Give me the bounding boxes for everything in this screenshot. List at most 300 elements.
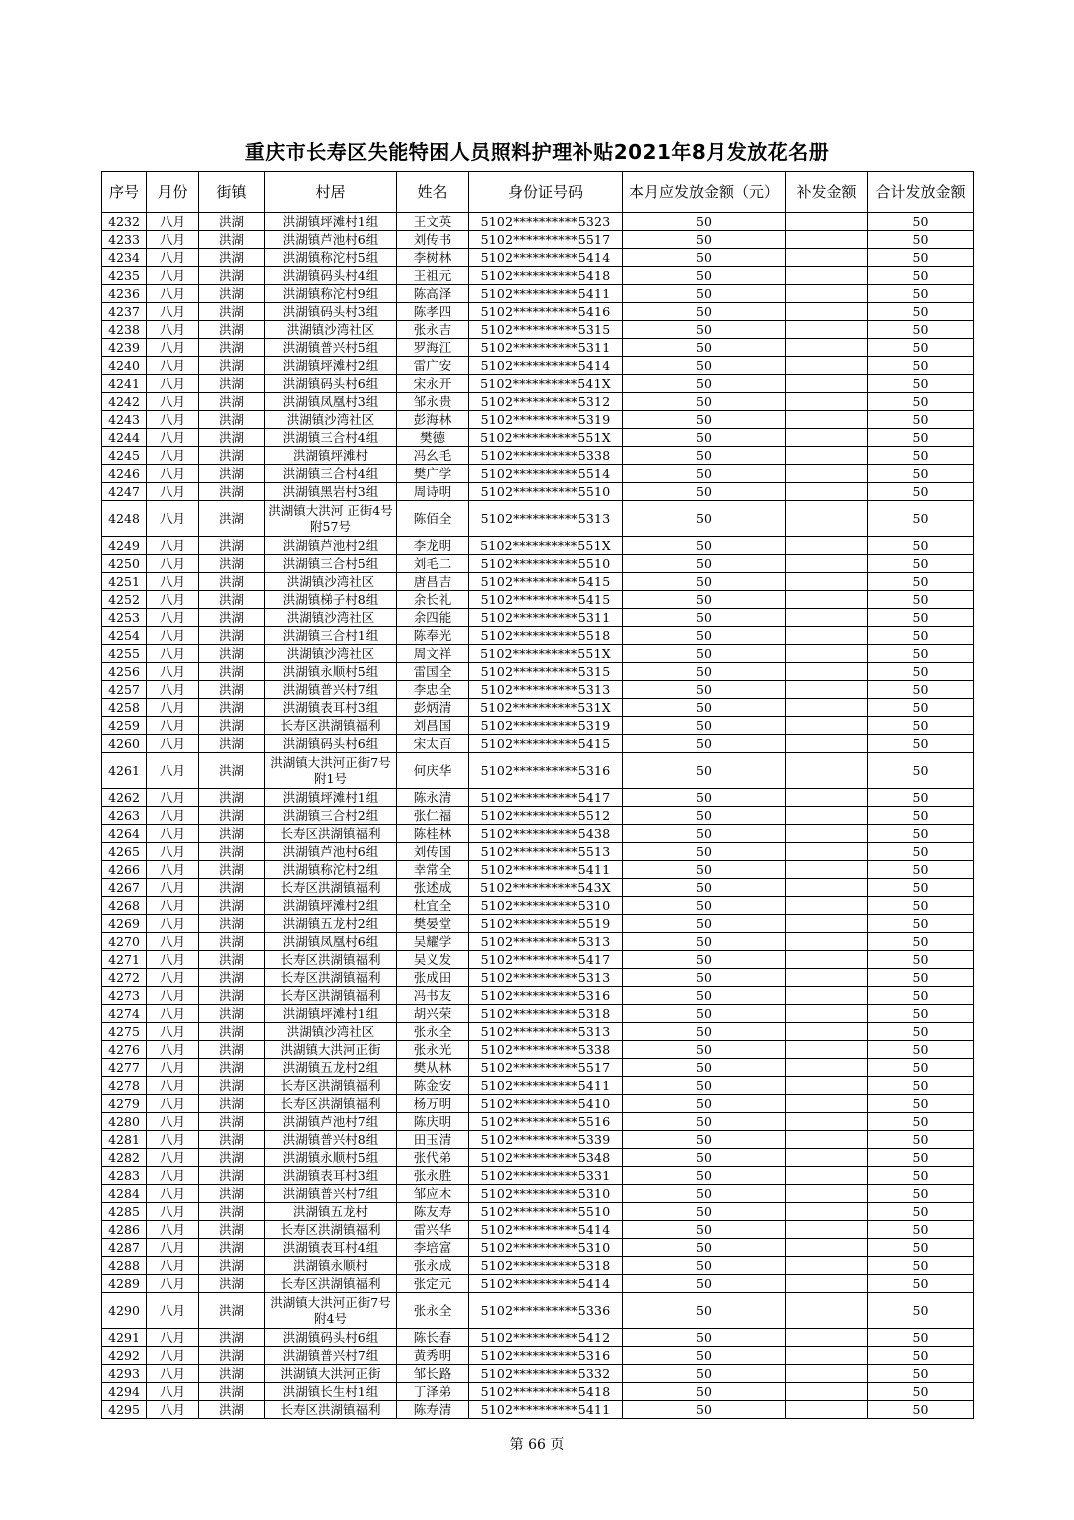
table-row: [102, 609, 974, 627]
cell-village: 洪湖镇沙湾社区: [265, 645, 397, 663]
cell-total-amount: 50: [868, 789, 974, 807]
cell-id-number: 5102**********5415: [469, 591, 623, 609]
cell-month: 八月: [147, 987, 199, 1005]
cell-supplement-amount: [786, 609, 868, 627]
cell-village: 洪湖镇称沱村5组: [265, 249, 397, 267]
cell-id-number: 5102**********5414: [469, 1275, 623, 1293]
cell-town: 洪湖: [199, 591, 265, 609]
table-row: [102, 1023, 974, 1041]
cell-supplement-amount: [786, 501, 868, 537]
cell-town: 洪湖: [199, 1149, 265, 1167]
table-row: [102, 411, 974, 429]
cell-supplement-amount: [786, 249, 868, 267]
cell-town: 洪湖: [199, 429, 265, 447]
cell-village: 洪湖镇黑岩村3组: [265, 483, 397, 501]
cell-seq: 4260: [102, 735, 147, 753]
cell-id-number: 5102**********541X: [469, 375, 623, 393]
cell-due-amount: 50: [623, 591, 786, 609]
cell-village: 洪湖镇大洪河正街7号附4号: [265, 1293, 397, 1329]
cell-due-amount: 50: [623, 735, 786, 753]
cell-supplement-amount: [786, 411, 868, 429]
cell-town: 洪湖: [199, 1041, 265, 1059]
table-row: [102, 1221, 974, 1239]
cell-seq: 4277: [102, 1059, 147, 1077]
cell-supplement-amount: [786, 1041, 868, 1059]
cell-total-amount: 50: [868, 231, 974, 249]
cell-supplement-amount: [786, 1005, 868, 1023]
cell-month: 八月: [147, 1113, 199, 1131]
cell-seq: 4235: [102, 267, 147, 285]
cell-total-amount: 50: [868, 897, 974, 915]
cell-village: 洪湖镇码头村6组: [265, 375, 397, 393]
cell-id-number: 5102**********5313: [469, 969, 623, 987]
cell-supplement-amount: [786, 987, 868, 1005]
cell-seq: 4256: [102, 663, 147, 681]
cell-due-amount: 50: [623, 375, 786, 393]
header-name: 姓名: [397, 172, 469, 213]
cell-month: 八月: [147, 807, 199, 825]
cell-town: 洪湖: [199, 1113, 265, 1131]
cell-village: 长寿区洪湖镇福利: [265, 1275, 397, 1293]
cell-name: 张永吉: [397, 321, 469, 339]
cell-seq: 4243: [102, 411, 147, 429]
cell-name: 吴义发: [397, 951, 469, 969]
cell-town: 洪湖: [199, 573, 265, 591]
cell-name: 余四能: [397, 609, 469, 627]
cell-total-amount: 50: [868, 375, 974, 393]
cell-supplement-amount: [786, 303, 868, 321]
cell-month: 八月: [147, 663, 199, 681]
cell-name: 张永成: [397, 1257, 469, 1275]
table-row: [102, 897, 974, 915]
cell-name: 陈桂林: [397, 825, 469, 843]
table-row: [102, 825, 974, 843]
cell-village: 洪湖镇称沱村9组: [265, 285, 397, 303]
cell-id-number: 5102**********5411: [469, 861, 623, 879]
cell-name: 何庆华: [397, 753, 469, 789]
cell-total-amount: 50: [868, 465, 974, 483]
cell-name: 张定元: [397, 1275, 469, 1293]
cell-name: 丁泽弟: [397, 1383, 469, 1401]
cell-name: 陈奉光: [397, 627, 469, 645]
cell-id-number: 5102**********5519: [469, 915, 623, 933]
cell-month: 八月: [147, 285, 199, 303]
cell-town: 洪湖: [199, 1383, 265, 1401]
table-row: [102, 465, 974, 483]
cell-name: 陈永清: [397, 789, 469, 807]
cell-id-number: 5102**********5411: [469, 285, 623, 303]
cell-total-amount: 50: [868, 1221, 974, 1239]
cell-total-amount: 50: [868, 483, 974, 501]
cell-total-amount: 50: [868, 627, 974, 645]
cell-seq: 4293: [102, 1365, 147, 1383]
cell-due-amount: 50: [623, 645, 786, 663]
cell-town: 洪湖: [199, 663, 265, 681]
cell-month: 八月: [147, 1095, 199, 1113]
cell-supplement-amount: [786, 933, 868, 951]
cell-id-number: 5102**********551X: [469, 537, 623, 555]
cell-total-amount: 50: [868, 735, 974, 753]
cell-village: 洪湖镇五龙村: [265, 1203, 397, 1221]
cell-total-amount: 50: [868, 1149, 974, 1167]
cell-supplement-amount: [786, 807, 868, 825]
cell-seq: 4244: [102, 429, 147, 447]
cell-total-amount: 50: [868, 807, 974, 825]
table-row: [102, 1401, 974, 1419]
table-row: [102, 213, 974, 231]
cell-due-amount: 50: [623, 465, 786, 483]
cell-village: 长寿区洪湖镇福利: [265, 969, 397, 987]
cell-total-amount: 50: [868, 1347, 974, 1365]
cell-month: 八月: [147, 231, 199, 249]
cell-supplement-amount: [786, 429, 868, 447]
cell-due-amount: 50: [623, 249, 786, 267]
cell-name: 雷广安: [397, 357, 469, 375]
cell-supplement-amount: [786, 231, 868, 249]
cell-village: 长寿区洪湖镇福利: [265, 1077, 397, 1095]
table-row: [102, 1131, 974, 1149]
cell-seq: 4255: [102, 645, 147, 663]
header-total-amount: 合计发放金额: [868, 172, 974, 213]
cell-village: 洪湖镇大洪河正街: [265, 1365, 397, 1383]
cell-month: 八月: [147, 303, 199, 321]
cell-seq: 4247: [102, 483, 147, 501]
cell-supplement-amount: [786, 1401, 868, 1419]
cell-id-number: 5102**********5513: [469, 843, 623, 861]
cell-name: 唐昌吉: [397, 573, 469, 591]
cell-month: 八月: [147, 717, 199, 735]
cell-town: 洪湖: [199, 753, 265, 789]
cell-month: 八月: [147, 753, 199, 789]
cell-total-amount: 50: [868, 1203, 974, 1221]
table-row: [102, 645, 974, 663]
table-row: [102, 1041, 974, 1059]
cell-seq: 4270: [102, 933, 147, 951]
cell-month: 八月: [147, 861, 199, 879]
cell-seq: 4237: [102, 303, 147, 321]
cell-due-amount: 50: [623, 1257, 786, 1275]
table-row: [102, 1347, 974, 1365]
cell-village: 洪湖镇凤凰村3组: [265, 393, 397, 411]
cell-supplement-amount: [786, 537, 868, 555]
cell-name: 宋永开: [397, 375, 469, 393]
cell-name: 李忠全: [397, 681, 469, 699]
cell-month: 八月: [147, 1203, 199, 1221]
cell-id-number: 5102**********5414: [469, 249, 623, 267]
cell-supplement-amount: [786, 843, 868, 861]
cell-month: 八月: [147, 267, 199, 285]
cell-supplement-amount: [786, 1131, 868, 1149]
cell-town: 洪湖: [199, 645, 265, 663]
cell-seq: 4283: [102, 1167, 147, 1185]
table-row: [102, 1149, 974, 1167]
cell-month: 八月: [147, 951, 199, 969]
cell-supplement-amount: [786, 1203, 868, 1221]
cell-town: 洪湖: [199, 1221, 265, 1239]
cell-total-amount: 50: [868, 1167, 974, 1185]
cell-due-amount: 50: [623, 879, 786, 897]
cell-seq: 4249: [102, 537, 147, 555]
cell-village: 长寿区洪湖镇福利: [265, 951, 397, 969]
cell-supplement-amount: [786, 267, 868, 285]
cell-total-amount: 50: [868, 591, 974, 609]
cell-supplement-amount: [786, 321, 868, 339]
cell-village: 洪湖镇凤凰村6组: [265, 933, 397, 951]
cell-total-amount: 50: [868, 429, 974, 447]
cell-name: 刘昌国: [397, 717, 469, 735]
cell-village: 洪湖镇芦池村6组: [265, 843, 397, 861]
cell-village: 洪湖镇五龙村2组: [265, 1059, 397, 1077]
cell-month: 八月: [147, 1041, 199, 1059]
cell-total-amount: 50: [868, 987, 974, 1005]
cell-village: 洪湖镇坪滩村1组: [265, 1005, 397, 1023]
header-seq: 序号: [102, 172, 147, 213]
table-row: [102, 987, 974, 1005]
table-row: [102, 1113, 974, 1131]
cell-id-number: 5102**********5411: [469, 1077, 623, 1095]
cell-id-number: 5102**********5318: [469, 1257, 623, 1275]
cell-village: 洪湖镇坪滩村1组: [265, 789, 397, 807]
cell-total-amount: 50: [868, 573, 974, 591]
cell-total-amount: 50: [868, 1275, 974, 1293]
cell-id-number: 5102**********5414: [469, 357, 623, 375]
cell-town: 洪湖: [199, 1293, 265, 1329]
cell-town: 洪湖: [199, 861, 265, 879]
cell-total-amount: 50: [868, 321, 974, 339]
table-row: [102, 339, 974, 357]
cell-due-amount: 50: [623, 627, 786, 645]
cell-id-number: 5102**********5312: [469, 393, 623, 411]
table-row: [102, 501, 974, 537]
cell-seq: 4272: [102, 969, 147, 987]
cell-supplement-amount: [786, 447, 868, 465]
cell-seq: 4263: [102, 807, 147, 825]
cell-month: 八月: [147, 1293, 199, 1329]
cell-total-amount: 50: [868, 753, 974, 789]
cell-name: 张仁福: [397, 807, 469, 825]
cell-total-amount: 50: [868, 843, 974, 861]
cell-seq: 4264: [102, 825, 147, 843]
table-row: [102, 573, 974, 591]
table-row: [102, 483, 974, 501]
cell-total-amount: 50: [868, 213, 974, 231]
table-row: [102, 627, 974, 645]
cell-supplement-amount: [786, 483, 868, 501]
roster-table: [101, 171, 974, 1419]
cell-id-number: 5102**********5310: [469, 1239, 623, 1257]
cell-town: 洪湖: [199, 609, 265, 627]
cell-month: 八月: [147, 213, 199, 231]
cell-village: 洪湖镇坪滩村: [265, 447, 397, 465]
cell-seq: 4241: [102, 375, 147, 393]
cell-id-number: 5102**********5418: [469, 267, 623, 285]
cell-due-amount: 50: [623, 231, 786, 249]
cell-due-amount: 50: [623, 843, 786, 861]
cell-due-amount: 50: [623, 303, 786, 321]
cell-total-amount: 50: [868, 1095, 974, 1113]
cell-village: 洪湖镇三合村1组: [265, 627, 397, 645]
cell-village: 洪湖镇码头村4组: [265, 267, 397, 285]
cell-village: 洪湖镇坪滩村2组: [265, 897, 397, 915]
cell-town: 洪湖: [199, 987, 265, 1005]
cell-name: 王文英: [397, 213, 469, 231]
cell-due-amount: 50: [623, 501, 786, 537]
cell-total-amount: 50: [868, 411, 974, 429]
cell-id-number: 5102**********5316: [469, 987, 623, 1005]
cell-seq: 4252: [102, 591, 147, 609]
cell-name: 余长礼: [397, 591, 469, 609]
table-row: [102, 1185, 974, 1203]
table-row: [102, 231, 974, 249]
table-row: [102, 303, 974, 321]
cell-village: 洪湖镇普兴村7组: [265, 1185, 397, 1203]
cell-supplement-amount: [786, 681, 868, 699]
cell-supplement-amount: [786, 1095, 868, 1113]
cell-village: 洪湖镇梯子村8组: [265, 591, 397, 609]
cell-supplement-amount: [786, 1023, 868, 1041]
cell-id-number: 5102**********5310: [469, 897, 623, 915]
cell-name: 冯书友: [397, 987, 469, 1005]
cell-town: 洪湖: [199, 249, 265, 267]
cell-total-amount: 50: [868, 1257, 974, 1275]
table-row: [102, 249, 974, 267]
cell-total-amount: 50: [868, 267, 974, 285]
table-row: [102, 663, 974, 681]
table-row: [102, 1203, 974, 1221]
cell-month: 八月: [147, 1257, 199, 1275]
cell-seq: 4271: [102, 951, 147, 969]
cell-village: 洪湖镇长生村1组: [265, 1383, 397, 1401]
cell-id-number: 5102**********5510: [469, 483, 623, 501]
table-row: [102, 717, 974, 735]
cell-village: 洪湖镇永顺村: [265, 1257, 397, 1275]
cell-due-amount: 50: [623, 807, 786, 825]
cell-id-number: 5102**********5319: [469, 411, 623, 429]
cell-town: 洪湖: [199, 1131, 265, 1149]
cell-total-amount: 50: [868, 1005, 974, 1023]
cell-seq: 4245: [102, 447, 147, 465]
cell-seq: 4238: [102, 321, 147, 339]
cell-supplement-amount: [786, 375, 868, 393]
cell-id-number: 5102**********5310: [469, 1185, 623, 1203]
cell-total-amount: 50: [868, 933, 974, 951]
cell-town: 洪湖: [199, 1239, 265, 1257]
cell-due-amount: 50: [623, 1275, 786, 1293]
cell-due-amount: 50: [623, 1167, 786, 1185]
cell-total-amount: 50: [868, 1239, 974, 1257]
cell-id-number: 5102**********5414: [469, 1221, 623, 1239]
cell-due-amount: 50: [623, 1293, 786, 1329]
cell-total-amount: 50: [868, 1383, 974, 1401]
cell-total-amount: 50: [868, 681, 974, 699]
cell-town: 洪湖: [199, 231, 265, 249]
cell-total-amount: 50: [868, 1113, 974, 1131]
cell-month: 八月: [147, 645, 199, 663]
table-row: [102, 1077, 974, 1095]
cell-total-amount: 50: [868, 1185, 974, 1203]
cell-town: 洪湖: [199, 285, 265, 303]
cell-name: 雷兴华: [397, 1221, 469, 1239]
cell-town: 洪湖: [199, 465, 265, 483]
cell-village: 洪湖镇普兴村5组: [265, 339, 397, 357]
cell-month: 八月: [147, 1275, 199, 1293]
cell-month: 八月: [147, 321, 199, 339]
cell-id-number: 5102**********5315: [469, 663, 623, 681]
cell-seq: 4254: [102, 627, 147, 645]
cell-town: 洪湖: [199, 969, 265, 987]
table-row: [102, 1167, 974, 1185]
cell-name: 幸常全: [397, 861, 469, 879]
table-row: [102, 267, 974, 285]
cell-supplement-amount: [786, 879, 868, 897]
cell-month: 八月: [147, 627, 199, 645]
cell-town: 洪湖: [199, 411, 265, 429]
cell-supplement-amount: [786, 1167, 868, 1185]
cell-town: 洪湖: [199, 807, 265, 825]
cell-seq: 4265: [102, 843, 147, 861]
cell-name: 彭海林: [397, 411, 469, 429]
cell-supplement-amount: [786, 1149, 868, 1167]
cell-due-amount: 50: [623, 1023, 786, 1041]
cell-village: 洪湖镇坪滩村1组: [265, 213, 397, 231]
table-row: [102, 1239, 974, 1257]
cell-id-number: 5102**********5313: [469, 681, 623, 699]
cell-name: 杜宜全: [397, 897, 469, 915]
cell-village: 洪湖镇三合村4组: [265, 429, 397, 447]
cell-total-amount: 50: [868, 339, 974, 357]
cell-village: 洪湖镇三合村5组: [265, 555, 397, 573]
cell-supplement-amount: [786, 1257, 868, 1275]
cell-town: 洪湖: [199, 1005, 265, 1023]
cell-village: 长寿区洪湖镇福利: [265, 825, 397, 843]
table-row: [102, 879, 974, 897]
cell-name: 樊德: [397, 429, 469, 447]
cell-town: 洪湖: [199, 339, 265, 357]
table-row: [102, 447, 974, 465]
cell-id-number: 5102**********551X: [469, 645, 623, 663]
cell-village: 洪湖镇大洪河 正街4号附57号: [265, 501, 397, 537]
cell-village: 洪湖镇称沱村2组: [265, 861, 397, 879]
cell-total-amount: 50: [868, 969, 974, 987]
cell-seq: 4250: [102, 555, 147, 573]
cell-name: 杨万明: [397, 1095, 469, 1113]
cell-name: 陈长春: [397, 1329, 469, 1347]
cell-total-amount: 50: [868, 609, 974, 627]
cell-village: 洪湖镇大洪河正街: [265, 1041, 397, 1059]
cell-seq: 4281: [102, 1131, 147, 1149]
table-row: [102, 591, 974, 609]
cell-town: 洪湖: [199, 1275, 265, 1293]
cell-town: 洪湖: [199, 933, 265, 951]
table-row: [102, 933, 974, 951]
cell-month: 八月: [147, 1329, 199, 1347]
cell-month: 八月: [147, 393, 199, 411]
cell-supplement-amount: [786, 213, 868, 231]
cell-due-amount: 50: [623, 555, 786, 573]
cell-town: 洪湖: [199, 897, 265, 915]
header-month: 月份: [147, 172, 199, 213]
cell-seq: 4284: [102, 1185, 147, 1203]
cell-supplement-amount: [786, 285, 868, 303]
table-row: [102, 375, 974, 393]
table-row: [102, 1275, 974, 1293]
cell-town: 洪湖: [199, 951, 265, 969]
cell-name: 宋太百: [397, 735, 469, 753]
header-id: 身份证号码: [469, 172, 623, 213]
cell-town: 洪湖: [199, 1203, 265, 1221]
cell-supplement-amount: [786, 897, 868, 915]
cell-seq: 4248: [102, 501, 147, 537]
